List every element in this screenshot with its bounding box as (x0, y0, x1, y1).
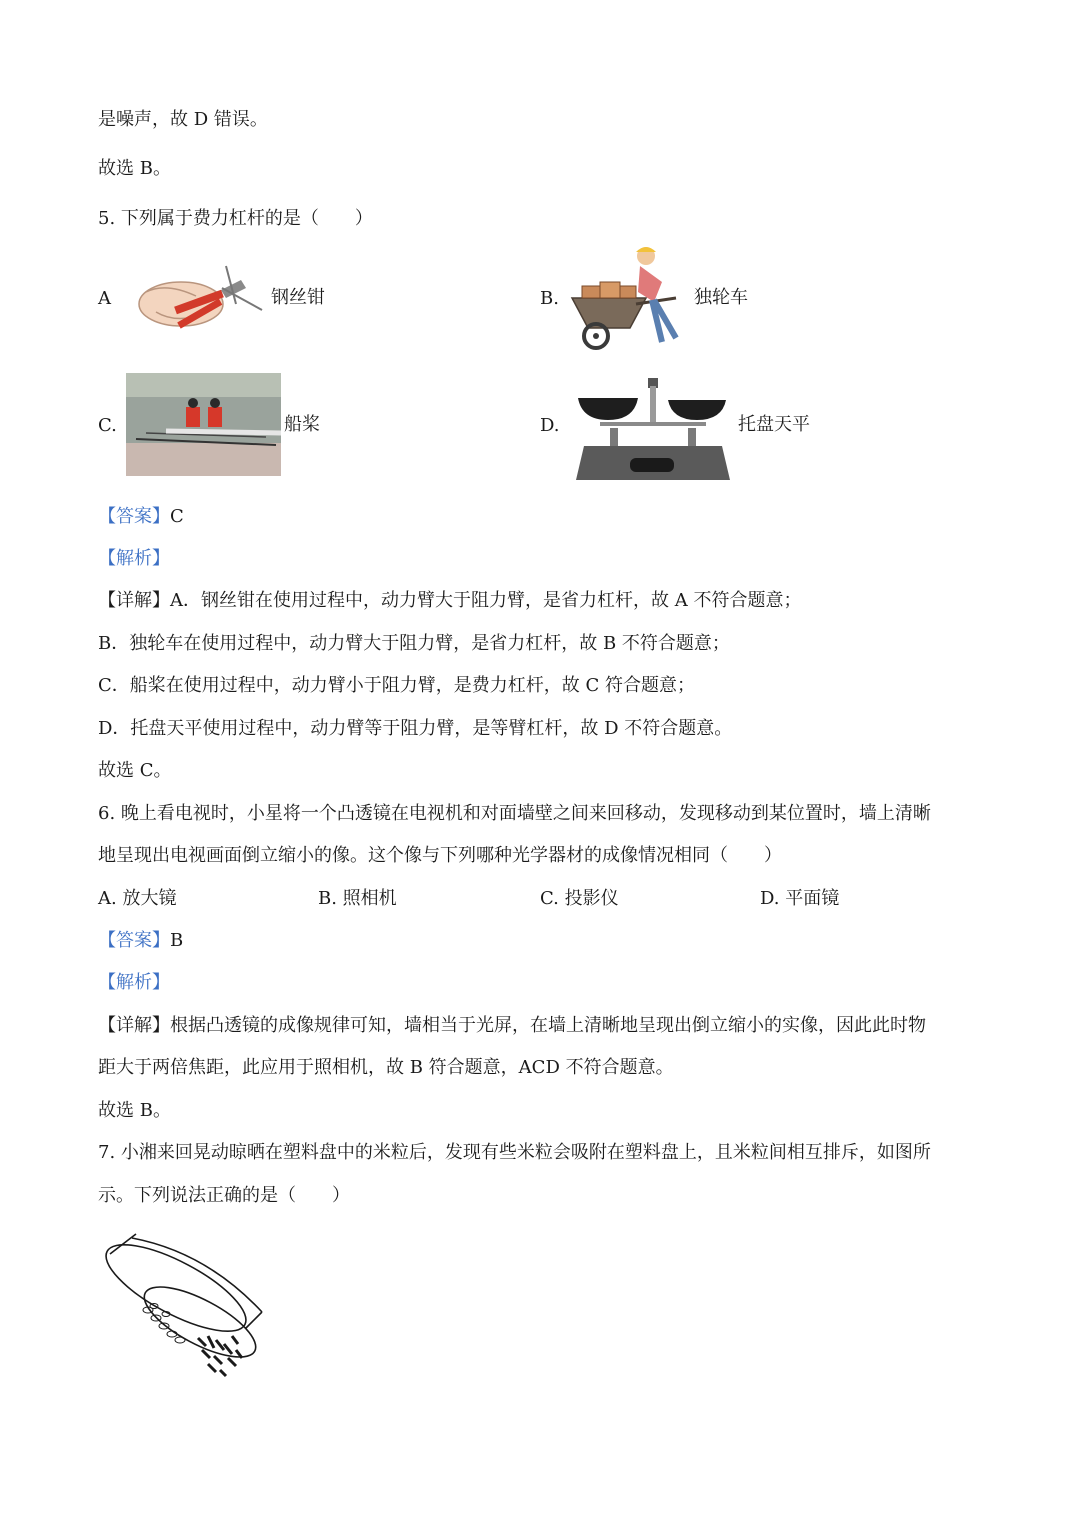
detail-text: A．钢丝钳在使用过程中，动力臂大于阻力臂，是省力杠杆，故 A 不符合题意； (170, 590, 802, 611)
detail-line: D．托盘天平使用过程中，动力臂等于阻力臂，是等臂杠杆，故 D 不符合题意。 (98, 718, 733, 739)
detail-line: C．船桨在使用过程中，动力臂小于阻力臂，是费力杠杆，故 C 符合题意； (98, 675, 695, 696)
answer-bracket: 【答案】 (98, 930, 170, 951)
q6-option-a: A. 放大镜 (98, 888, 177, 909)
answer-line-5 (98, 505, 184, 529)
answer-bracket: 【答案】 (98, 506, 170, 527)
question-5: 5. 下列属于费力杠杆的是（ ） (98, 208, 373, 229)
q6-option-d: D. 平面镜 (760, 888, 840, 909)
answer-value: C (170, 506, 184, 527)
text-line: 故选 B。 (98, 158, 171, 179)
rowing-photo (126, 373, 281, 476)
question-6: 6. 晚上看电视时，小星将一个凸透镜在电视机和对面墙壁之间来回移动，发现移动到某位置时，墙上清晰 (98, 803, 931, 824)
conclusion-line: 故选 B。 (98, 1100, 171, 1121)
balance-scale-image (570, 376, 736, 484)
wheelbarrow-image (566, 242, 690, 352)
detail-line (98, 589, 801, 613)
detail-text: 根据凸透镜的成像规律可知，墙相当于光屏，在墙上清晰地呈现出倒立缩小的实像，因此此时物 (170, 1015, 926, 1036)
question-6-cont: 地呈现出电视画面倒立缩小的像。这个像与下列哪种光学器材的成像情况相同（ ） (98, 845, 782, 866)
detail-line: B．独轮车在使用过程中，动力臂大于阻力臂，是省力杠杆，故 B 不符合题意； (98, 633, 730, 654)
question-7-cont: 示。下列说法正确的是（ ） (98, 1185, 350, 1206)
analysis-heading: 【解析】 (98, 548, 170, 569)
option-a-name: 钢丝钳 (271, 287, 325, 308)
detail-bracket: 【详解】 (98, 1015, 170, 1036)
detail-line (98, 1014, 926, 1038)
question-7: 7. 小湘来回晃动晾晒在塑料盘中的米粒后，发现有些米粒会吸附在塑料盘上，且米粒间相互排斥，如图所 (98, 1142, 931, 1163)
text-line: 是噪声，故 D 错误。 (98, 109, 268, 130)
option-a-letter: A (98, 288, 111, 309)
detail-bracket: 【详解】 (98, 590, 170, 611)
q6-option-b: B. 照相机 (318, 888, 397, 909)
plastic-tray-figure (96, 1218, 268, 1382)
detail-line: 距大于两倍焦距，此应用于照相机，故 B 符合题意，ACD 不符合题意。 (98, 1057, 674, 1078)
answer-value: B (170, 930, 184, 951)
conclusion-line: 故选 C。 (98, 760, 172, 781)
pliers-image (126, 262, 266, 336)
q6-option-c: C. 投影仪 (540, 888, 619, 909)
option-d-letter: D. (540, 415, 560, 436)
option-c-letter: C. (98, 415, 117, 436)
option-b-name: 独轮车 (694, 287, 748, 308)
answer-line-6 (98, 929, 183, 953)
option-d-name: 托盘天平 (738, 414, 810, 435)
option-c-name: 船桨 (284, 414, 320, 435)
option-b-letter: B. (540, 288, 559, 309)
analysis-heading: 【解析】 (98, 972, 170, 993)
